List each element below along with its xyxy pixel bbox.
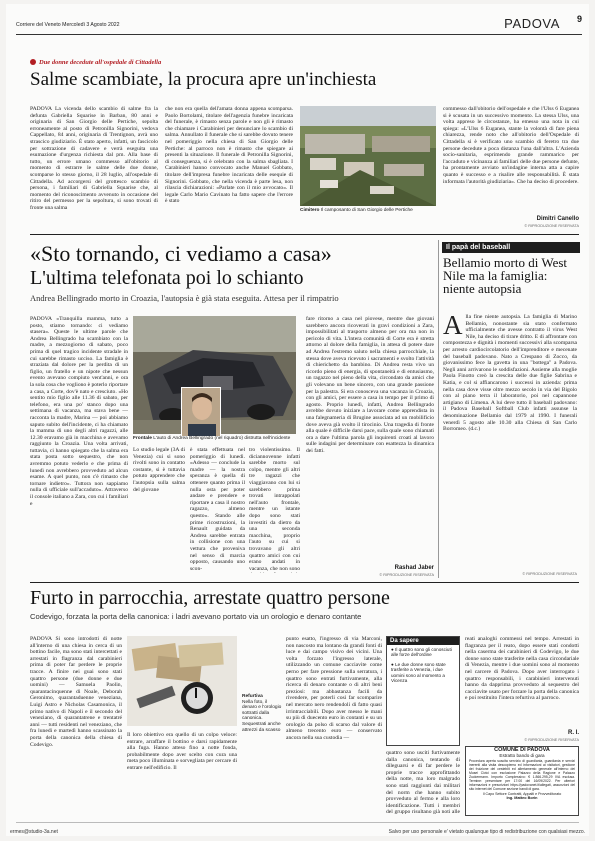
footer-rule [16,822,579,823]
sidebar-body [443,314,577,570]
victim-portrait-image [182,388,221,437]
cemetery-photo [300,106,436,206]
story1-kicker: Due donne decedute all'ospedale di Cittadella [30,59,161,66]
story2-author: Rashad Jaber [394,565,434,571]
story1-headline: Salme scambiate, la procura apre un'inchiesta [30,69,377,90]
divider [30,234,579,235]
story3-rights: © RIPRODUZIONE RISERVATA [524,738,579,742]
stolen-goods-photo [127,636,237,726]
story3-column-5: reati analoghi commessi nel tempo. Arrestati in flagranza per il reato, dopo essere stati condotti nella caserma dei carabinieri di Codevigo, le due donne sono state trasferite nella casa circondariale di Venezia, mentre i due uomini sono al momento nel carcere di Padova. Dopo aver interrogato i quattro responsabili, i carabinieri intervenuti hanno da dapprima provveduto al sequestro del cacciavite usato per forzare la porta della canonica e poi restituito l'intera refurtiva al parroco. [465,636,579,702]
story1-author: Dimitri Canello [536,216,579,222]
story2-column-1: PADOVA «Tranquilla mamma, tutto a posto, stiamo tornando: ci vediamo stasera». Queste le ultime parole che Andrea Bellingrado ha scambiato con la madre, a mezzogiorno di sabato, poco prima di quel tragico incidente stradale in cui sarebbe rimasto ucciso. La famiglia è straziata dal dolore per la perdita di un figlio, un fratello e un nipote che nessun evento avevano compiuto vent'anni, e ora la sola cosa che vogliono è poterlo riportare a casa, a Corte, dov'è nato e cresciuto. «Ho sentito mio figlio alle 11.36 di sabato, per telefono, era una po' stanco dopo una settimana di vacanza, ma stava bene — racconta la madre, Marina — poi abbiamo saputo subito dell'incidente, ci ha chiamato la mamma di uno degli altri ragazzi, alle 12.30 eravamo già in macchina e avevamo raggiunto la Croazia. Una volta arrivati, tuttavia, ci hanno spiegato che la salma era stata posta sotto sequestro, che non avremmo potuto vederlo e che prima di lunedì non avrebbero provveduto ad alcun esame. A quel punto, non c'è rimasto che tornare indietro». Tuttora non sappiamo nulla di ufficiale sull'accaduto». Attraverso il console italiano a Zara, con cui i familiari e [30,316,128,507]
story2-column-2b: tro violentissimo. Il diciannovenne infatti sarebbe morto sul colpo, mentre gli altri tre ragazzi che viaggiavano con lui si sarebbero prima trovati intrappolati nell'auto frontale, mentre un istante dopo sono stati investiti da dietro da una seconda macchina, proprio l'auto su cui si trovavano gli altri quattro amici con cui erano andati in vacanza, che non sono [249,447,300,572]
cemetery-photo-image [300,106,436,206]
story3-column-3: punto esatto, l'ingresso di via Marconi, non nascosto ma lontano da grandi fonti di luce e dai campo visivo dei vicini. Una volta forzato l'ingresso laterale, utilizzando un comune cacciavite come perno per fare pressione sulla serratura, i quattro sono entrati furtivamente, alla ricerca di denaro contante o di altri beni preziosi: ma abbastanza facili da rivendere, per poterli così far scomparire nel mercato nero rendendoli di fatto quasi irrintracciabili. Dopo aver messo le mani su più di duecento euro in contanti e su un orologio da polso di scarso dal valore di almeno trecento euro — conservato ancora nella sua custodia — [286,636,382,741]
notice-signer: Ing. Matteo Borin [506,796,538,800]
notice-signoff: Il Capo Settore Contratti, Appalti e Provveditorato [482,792,562,796]
story3-column-1: PADOVA Si sono introdotti di notte all'interno di una chiesa in cerca di un bottino facile, ma sono stati intercettati e arrestati in flagranza dal carabinieri prima di poter far perdere le proprie tracce. A finire nei guai sono stati quattro persone (due donne e due uomini) — Samuela Paolin, quarantacinquenne di Noale, Deborah Geronimo, quarantaduenne veneziana, Luigi Astro e Nicholas Casamonica, il primo nativo di Napoli e il secondo del veneziano, di quarantatrene e trentatré anni — tutti residenti nel veneziano, che fra lunedì e martedì hanno scassinato la porta della canonica della chiesa di Codevigo. [30,636,122,748]
story3-column-2: Il loro obiettivo era quello di un colpo veloce: entrare, arraffare il bottino e darsi rapidamente alla fuga. Hanno atteso fino a notte fonda, probabilmente dopo aver scelto con cura una meta poco illuminata e sorvegliata per cercare di entrare nell'edificio. Il [127,732,237,771]
story3-headline: Furto in parrocchia, arrestate quattro persone [30,587,390,609]
section-name: PADOVA [504,16,560,31]
story1-column-1: PADOVA La vicenda dello scambio di salme fra la defunta Gabriella Squarise in Barban, 80 anni e originaria di San Giorgio delle Pertiche, sepolta erroneamente al posto di Petronilla Signorini, vedova Cappellato, 84 anni, originaria di Trentignon, avrà uno strascico giudiziario. È stato aperto, infatti, un fascicolo per sottrazione di cadavere e verrà eseguita una esumazione d'urgenza richiesta dal pm. Alla base di tutto, un errore umano commesso all'obitorio al momento di estrarre le salme delle due donne, scomparse lo stesso giorno, il 28 luglio, all'ospedale di Cittadella. Ad accorgersi del grottesco scambio di persona, i familiari di Gabriella Squarise che, al momento del riconoscimento avvenuto in occasione del ritiro del permesso per la sepoltura, si sono trovati di fronte una salma [30,106,158,211]
sidebar-body-text: lla fine niente autopsia. La famiglia di Marino Bellamio, nonostante sia stato confermato ufficialmente che avesse contratto il virus West Nile, ha deciso di tirare dritto. E di affrontare con compostezza e dignità i momenti successivi alla scomparsa per arresto cardiocircolatorio dell'imprenditore e mecenate del baseball padovano. Nato a Crespano di Zocco, da giovanissimo fece la gavetta in una "bottega" a Padova. Negli anni arrivarono le soddisfazioni. Assieme alla moglie Paola Finotto creò la crescita delle due figlie Sabrina e Katia, e col si affiancarono i successi in azienda: prima nella casa dove visse oltre mezzo secolo in via del Bigolo con al piano terra il laboratorio, poi nel capannone artigiano di Limena. A lui deve tutto il baseball padovano: il Padova Baseball Softball Club infatti assunse la denominazione Bellamio dal 1979 al 1990. I funerali venerdì 5 agosto alle 10.30 alla Chiesa di San Carlo Borromeo. (d.c.) [443,314,577,433]
story3-subhead: Codevigo, forzata la porta della canonica: i ladri avevano portato via un orologio e denaro contante [30,612,362,621]
story2-column-2a: è stata effettuata nel pomeriggio di lunedì. «Adesso — conclude la madre — la nostra speranza è quella di ottenere quanto prima il nulla osta per poter andare e prendere e riportare a casa il nostro ragazzo, almeno questo». Stando alle prime ricostruzioni, la Renault guidata da Andrea sarebbe entrata in collisione con una vettura che proveniva nel senso di marcia opposto, causando uno scon- [190,447,245,572]
notice-subtitle: Estratto bando di gara [499,753,545,758]
stolen-goods-image [127,636,237,726]
fact-1: ● Il quattro sono gli conosciuti alle forze dell'ordine [391,647,452,658]
notice-body: Procedura aperta suscita servizio di guardiania, guardiania e servizi inerenti alla visita descopiemo ed informazioni ai visitatori, gestione dei fruizione del cesteblit ed allertamento generale all'interno dei Musei Civici con esclusione Palazzo della Ragione e Palazzo Zuckermann. Importo Complessivo: € 1.866.295,29 IVA esclusa. Termine: presentare per 17:00 del 16/09/2022. Per ulteriori informazioni e prescrizioni https://padovanet.it/allegati, assunzioni del sito internet del Comune sezione bandi di gara. [469,759,575,791]
sidebar-headline: Bellamio morto di West Nile ma la famiglia: niente autopsia [443,255,568,296]
divider [30,582,579,583]
story2-caption: Frontale L'auto di Andrea Bellingrado (nel riquadro) distrutta nell'incidente [133,436,291,441]
bullet-icon [30,59,36,65]
story3-column-4: quattro sono usciti furtivamente dalla canonica, tentando di dileguarsi e di far perdere le proprie tracce approfittando della notte, ma loro malgrado sono stati raggiunti dai militari del norm che hanno subito provveduto al fermo e alla loro identificazione. Tutti i membri del gruppo risultano già noti alle [386,750,460,814]
fact-box [386,636,460,746]
footer-disclaimer: Salvo per uso personale e' vietato qualunque tipo di redistribuzione con qualsiasi mezzo. [388,829,585,835]
sidebar-divider [438,240,439,578]
story1-caption: Cimitero Il camposanto di San Giorgio delle Pertiche [300,208,413,213]
public-notice [465,746,579,816]
story2-headline-2: L'ultima telefonata poi lo schianto [30,267,304,289]
story2-column-3: fare ritorno a casa nel piovese, mentre due giovani sarebbero ancora ricoverati in gravi condizioni a Zara, impossibilitati al trasporto almeno per ora ma non in pericolo di vita. L'intera comunità di Corte era è stretta attorno al dolore della famiglia, in attesa di potere dare ad Andrea l'estremo saluto nella chiesa parrocchiale, la stessa dove aveva ricevuto i sacramenti e svolto l'attività di chierichetto da bambino. Di Andrea resta vivo un ricordo pieno di energia, di spontaneità e di entusiasmo, un ragazzo nel pieno della vita, circondato da amici che gli volevano un bene sincero, con una grande passione per la palestra. Si era conosceva una vacanza in Croazia, con gli amici, per essere a casa in tempo per il primo di agosto. Proprio lunedì, infatti, Andrea Bellingrado avrebbe dovuto iniziare a lavorare come apprendista in una falegnameria di Brugine associata ad un mobilificio dove aveva già svolto il tirocinio. Una tragedia di fronte alla quale è difficile darsi pace, sulla quale sono chiamati ora a dare l'ultima parola gli inquirenti croati al lavoro sulle indagini per determinare con esattezza la dinamica dei fatti. [306,316,434,454]
story2-rights: © RIPRODUZIONE RISERVATA [379,573,434,577]
sidebar-dropcap: A [443,314,463,340]
masthead [16,14,582,34]
fact-box-title: Da sapere [387,637,459,645]
fact-2: ● Le due donne sono state trasferite a Venezia, i due uomini sono al momento a Vicenza [391,661,446,684]
story1-column-2: che non era quella dell'amata donna appena scomparsa. Paolo Bortolami, titolare dell'agenzia funebre incaricata del funerale, è rimasto senza parole e non gli è rimasto che chiamare i Carabinieri per denunciare lo scambio di salma. Annullato il funerale che si sarebbe dovuto tenere nel pomeriggio nella chiesa di San Giorgio delle Pertiche: al parroco non è rimasto che spiegare ai presenti la situazione. Il funerale di Petronilla Signorini, di conseguenza, si è celebrato con la salma sbagliata. I Carabinieri hanno convocato anche Manuel Gobbato, titolare dell'impresa funebre incaricata delle esequie di Signorini. Gobbato, che nella vicenda è parte lesa, non rilascia dichiarazioni: «Parlate con il mio avvocato». Il legale Carlo Mario Cavinato ha fatto sapere che l'errore è stato [165,106,293,205]
victim-portrait [181,387,221,437]
masthead-rule [16,34,582,35]
story1-column-3: commesso dall'obitorio dell'ospedale e che l'Ulss 6 Euganea si è scusata in un successivo momento. La stessa Ulss, una volta appreso le circostanze, ha emesso una nota in cui spiega: «L'Ulss 6 Euganea, stante la volontà di fare piena chiarezza, rende noto che all'obitorio dell'Ospedale di Cittadella si è verificato uno scambio di feretro tra due persone decedute a poca distanza l'una dall'altra. L'Azienda socio-sanitaria, esprimendo grande rammarico per l'accaduto e vicinanza ai familiari delle due persone defunte, ha prontamente avviato un'indagine interna atta a capire quanto è successo e a risalire alle responsabilità. È stata informata l'autorità giudiziaria». Che ha deciso di procedere. [443,106,579,185]
story3-author: R. I. [567,730,579,736]
footer-email: ermes@studio-3a.net [10,829,58,835]
story2-small-column: Lo studio legale (3A di Venezia) cui si sono rivolti sono in contatto costante, si è tuttavia potuto apprendere che l'autopsia sulla salma del giovane [133,447,185,493]
page-number: 9 [576,14,582,24]
story1-rights: © RIPRODUZIONE RISERVATA [524,224,579,228]
story2-subhead: Andrea Bellingrado morto in Croazia, l'autopsia è già stata eseguita. Attesa per il rimpatrio [30,293,339,303]
newspaper-page [6,4,589,836]
notice-title: COMUNE DI PADOVA [494,747,550,753]
paper-date: Corriere del Veneto Mercoledì 3 Agosto 2022 [16,22,120,28]
sidebar-rights: © RIPRODUZIONE RISERVATA [522,572,577,576]
story2-headline-1: «Sto tornando, ci vediamo a casa» [30,241,332,266]
sidebar-tag: Il papà del baseball [442,242,580,253]
story3-caption: Refurtiva Nella foto, il denaro e l'orologio sottratti dalla canonica. Sequestrati anche attrezzi da scasso [242,694,282,733]
